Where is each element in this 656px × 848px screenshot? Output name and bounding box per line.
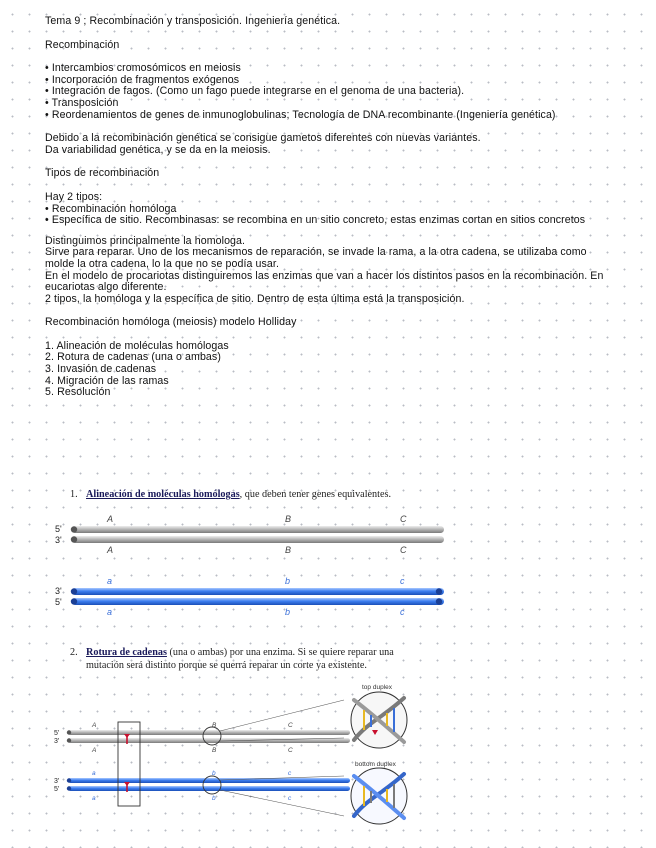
top-duplex-grey [71, 526, 444, 543]
bullet-item: • Transposición [45, 96, 119, 109]
step-item: 2. Rotura de cadenas (una o ambas) [45, 351, 221, 364]
gene-label: C [400, 545, 407, 555]
bottom-duplex-label: bottom duplex [355, 761, 396, 768]
gene-label: c [400, 576, 405, 586]
section-heading-holliday: Recombinación homóloga (meiosis) modelo Holliday [45, 316, 297, 329]
gene-label: a [107, 576, 113, 586]
gene-label: A [92, 747, 97, 754]
bottom-duplex-blue [67, 778, 350, 791]
gene-label: B [285, 514, 292, 524]
section-heading-tipos: Tipos de recombinación [45, 167, 160, 180]
end-label: 3' [54, 738, 60, 745]
end-label: 5' [54, 730, 60, 737]
gene-label: a [92, 770, 96, 777]
top-duplex-grey [67, 730, 350, 743]
section-heading-recombinacion: Recombinación [45, 38, 120, 51]
figure-1-caption: 1. Alineación de moléculas homólogas, que deben tener genes equivalentes. [70, 489, 392, 500]
gene-label: c [288, 770, 292, 777]
gene-label: b [285, 607, 291, 617]
gene-label: B [212, 747, 217, 754]
gene-label: b [285, 576, 291, 586]
gene-label: a [107, 607, 113, 617]
figure-1-title: Alineación de moléculas homólogas [86, 489, 240, 500]
gene-label: B [285, 545, 292, 555]
end-label: 3' [55, 535, 62, 545]
gene-label: c [288, 795, 292, 802]
gene-label: C [400, 514, 407, 524]
figure-2-title: Rotura de cadenas [86, 647, 167, 658]
bullet-item: • Recombinación homóloga [45, 202, 177, 215]
paragraph: En el modelo de procariotas distinguiremos las enzimas que van a hacer los distintos pasos en la recombinación. En eucariotas algo diferente. [45, 269, 604, 294]
gene-label: C [288, 747, 293, 754]
paragraph: Distinguimos principalmente la homologa. [45, 234, 246, 247]
bullet-item: • Reordenamientos de genes de inmunoglobulinas; Tecnología de DNA recombinante (Ingeniería genética) [45, 108, 556, 121]
gene-label: c [400, 607, 405, 617]
figure-1-alignment-diagram [52, 510, 448, 620]
bullet-item: • Intercambios cromosómicos en meiosis [45, 62, 241, 75]
end-label: 5' [54, 786, 60, 793]
bottom-duplex-blue [71, 588, 444, 605]
paragraph: Debido a la recombinación genética se consigue gametos diferentes con nuevas variantes. [45, 132, 481, 145]
step-item: 3. Invasión de cadenas [45, 363, 157, 376]
gene-label: A [107, 514, 114, 524]
gene-label: C [288, 722, 293, 729]
figure-2-caption: 2. Rotura de cadenas (una o ambas) por una enzima. Si se quiere reparar una mutación será distinto porque se querrá reparar un corte ya existente. [70, 647, 394, 671]
bullet-item: • Incorporación de fragmentos exógenos [45, 73, 240, 86]
paragraph: Hay 2 tipos: [45, 190, 103, 203]
gene-label: A [107, 545, 114, 555]
bottom-duplex-helix [351, 768, 407, 824]
paragraph: Sirve para reparar. Uno de los mecanismos de reparación, se invade la rama, a la otra cadena, se utilizaba como molde la otra cadena, lo la que no se podía usar. [45, 246, 587, 270]
gene-label: b [212, 795, 216, 802]
top-duplex-helix [351, 692, 407, 748]
step-item: 1. Alineación de moléculas homólogas [45, 339, 229, 352]
gene-label: b [212, 770, 216, 777]
paragraph: Da variabilidad genética, y se da en la meiosis. [45, 143, 271, 156]
figure-2-strand-break-diagram [52, 678, 418, 840]
gene-label: a [92, 795, 96, 802]
notes-text [45, 16, 615, 399]
end-label: 5' [55, 524, 62, 534]
bullet-item: • Específica de sitio. Recombinasas: se recombina en un sitio concreto, estas enzimas cortan en sitios concretos [45, 214, 586, 227]
end-label: 5' [55, 597, 62, 607]
gene-label: A [92, 722, 97, 729]
paragraph: 2 tipos, la homóloga y la específica de sitio. Dentro de esta última está la transposición. [45, 292, 465, 305]
bullet-item: • Integración de fagos. (Como un fago puede integrarse en el genoma de una bacteria). [45, 85, 465, 98]
gene-label: B [212, 722, 217, 729]
end-label: 3' [54, 778, 60, 785]
step-item: 5. Resolución [45, 386, 111, 399]
top-duplex-label: top duplex [362, 684, 392, 691]
page-title: Tema 9 ; Recombinación y transposición. Ingeniería genética. [45, 15, 341, 27]
end-label: 3' [55, 586, 62, 596]
step-item: 4. Migración de las ramas [45, 374, 169, 387]
